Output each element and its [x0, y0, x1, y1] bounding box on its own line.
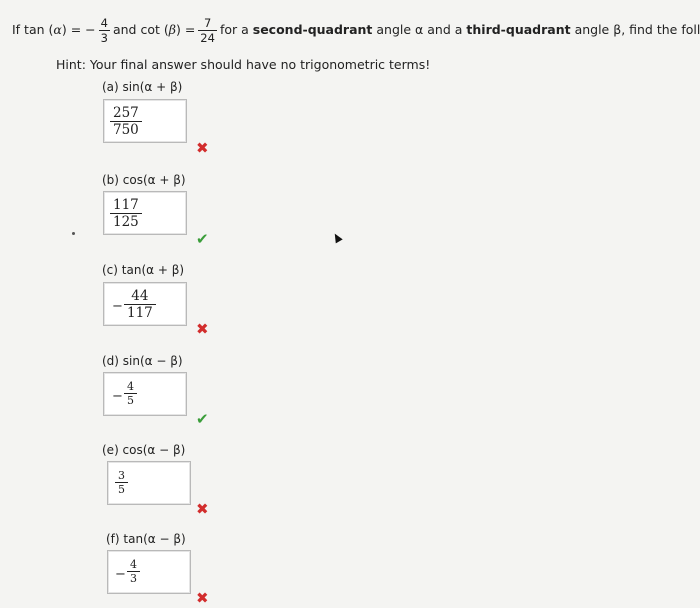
answer-d-fraction — [124, 380, 137, 407]
part-c-label: (c) tan(α + β) — [102, 263, 185, 277]
answer-c-fraction — [124, 288, 156, 321]
answer-f-denominator: 3 — [127, 571, 140, 585]
answer-d-numerator: 4 — [127, 380, 134, 393]
answer-e-numerator: 3 — [118, 469, 125, 482]
answer-f-sign: − — [115, 567, 126, 582]
answer-a-numerator: 257 — [113, 105, 139, 121]
correct-icon: ✔ — [196, 410, 209, 428]
answer-b-input[interactable] — [103, 191, 187, 235]
third-quadrant-text: third-quadrant — [466, 22, 571, 37]
answer-c-sign: − — [112, 299, 123, 314]
wrong-icon: ✖ — [196, 500, 209, 518]
and-cot-text: and cot ( — [112, 22, 169, 37]
frac2-denominator: 24 — [200, 30, 215, 45]
angle-alpha-text: angle α and a — [376, 22, 463, 37]
frac2-numerator: 7 — [203, 15, 212, 30]
answer-c-input[interactable] — [103, 282, 187, 326]
problem-statement — [12, 10, 700, 50]
problem-eq1: ) = − — [61, 22, 96, 37]
mouse-cursor-icon — [331, 232, 342, 244]
answer-d-input[interactable] — [103, 372, 187, 416]
answer-e-fraction — [115, 469, 128, 496]
answer-e-denominator: 5 — [115, 482, 128, 496]
alpha-symbol: α — [53, 22, 62, 37]
answer-e-input[interactable] — [107, 461, 191, 505]
answer-b-fraction — [110, 197, 142, 230]
answer-f-fraction — [127, 558, 140, 585]
answer-a-fraction — [110, 105, 142, 138]
part-f-label: (f) tan(α − β) — [106, 532, 186, 546]
wrong-icon: ✖ — [196, 139, 209, 157]
angle-beta-text: angle β, find the foll — [574, 22, 700, 37]
problem-intro: If tan ( — [12, 22, 54, 37]
answer-a-input[interactable] — [103, 99, 187, 143]
answer-f-numerator: 4 — [130, 558, 137, 571]
answer-a-denominator: 750 — [110, 121, 142, 138]
answer-c-denominator: 117 — [124, 304, 156, 321]
beta-symbol: β — [168, 22, 176, 37]
correct-icon: ✔ — [196, 230, 209, 248]
answer-b-denominator: 125 — [110, 213, 142, 230]
wrong-icon: ✖ — [196, 589, 209, 607]
part-e-label: (e) cos(α − β) — [102, 443, 186, 457]
tan-alpha-fraction — [99, 16, 110, 45]
frac1-numerator: 4 — [100, 15, 108, 30]
wrong-icon: ✖ — [196, 320, 209, 338]
for-a-text: for a — [219, 22, 249, 37]
stray-dot — [72, 232, 75, 235]
answer-b-numerator: 117 — [113, 197, 139, 213]
hint-text: Hint: Your final answer should have no trigonometric terms! — [56, 57, 431, 72]
answer-d-sign: − — [112, 389, 123, 404]
frac1-denominator: 3 — [100, 30, 108, 45]
answer-d-denominator: 5 — [124, 393, 137, 407]
cot-beta-fraction — [198, 16, 217, 45]
answer-c-numerator: 44 — [131, 288, 149, 304]
problem-eq2: ) = — [175, 22, 196, 37]
part-b-label: (b) cos(α + β) — [102, 173, 186, 187]
answer-f-input[interactable] — [107, 550, 191, 594]
part-a-label: (a) sin(α + β) — [102, 80, 183, 94]
part-d-label: (d) sin(α − β) — [102, 354, 183, 368]
second-quadrant-text: second-quadrant — [252, 22, 373, 37]
